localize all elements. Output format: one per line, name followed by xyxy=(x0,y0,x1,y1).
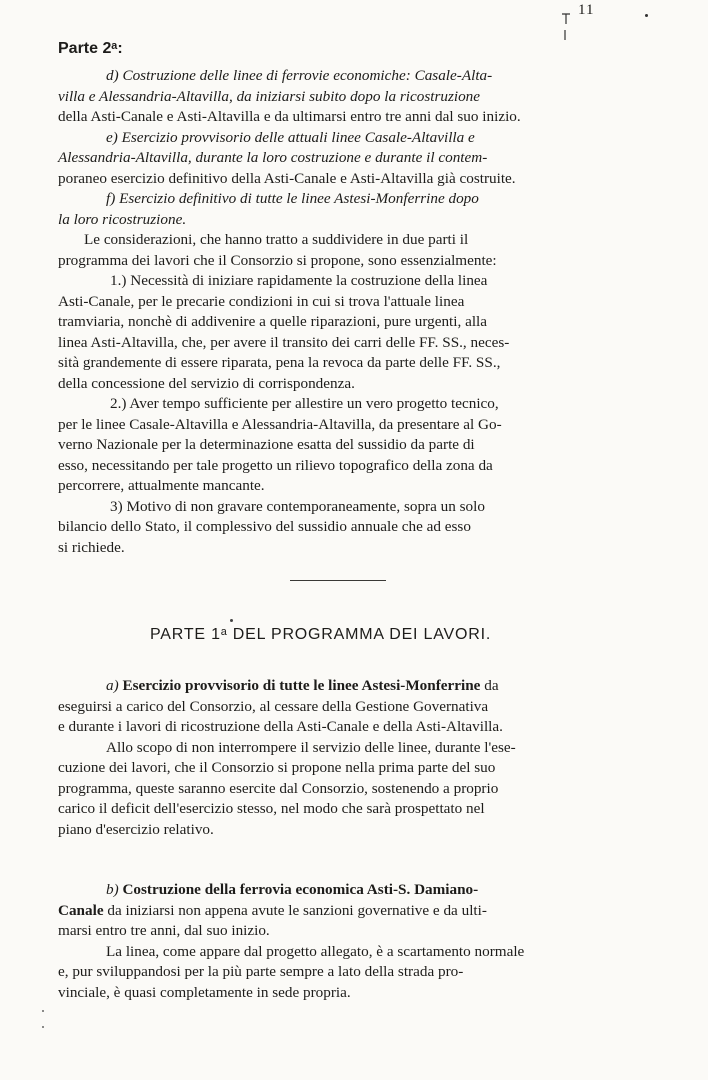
point-2-line: esso, necessitando per tale progetto un rilievo topografico della zona da xyxy=(58,456,493,474)
point-1-line: sità grandemente di essere riparata, pena la revoca da parte delle FF. SS., xyxy=(58,354,501,371)
scope-line: Allo scopo di non interrompere il servizio delle linee, durante l'ese- xyxy=(106,738,516,756)
line-description: La linea, come appare dal progetto allegato, è a scartamento normale xyxy=(106,942,525,960)
pencil-mark xyxy=(561,6,571,42)
scope-line: carico il deficit dell'esercizio stesso, nel modo che sarà prospettato nel xyxy=(58,800,485,817)
line-description: vinciale, è quasi completamente in sede propria. xyxy=(58,983,351,1001)
point-2-line: verno Nazionale per la determinazione esatta del sussidio da parte di xyxy=(58,436,475,453)
point-1-line: 1.) Necessità di iniziare rapidamente la costruzione della linea xyxy=(110,272,488,289)
point-3-line: 3) Motivo di non gravare contemporaneamente, sopra un solo xyxy=(110,497,485,515)
item-a-line: e durante i lavori di ricostruzione della Asti-Canale e della Asti-Altavilla. xyxy=(58,718,503,735)
item-d-line: d) Costruzione delle linee di ferrovie economiche: Casale-Alta- xyxy=(106,67,493,84)
item-b-line: marsi entro tre anni, dal suo inizio. xyxy=(58,922,270,939)
scope-line: cuzione dei lavori, che il Consorzio si propone nella prima parte del suo xyxy=(58,759,496,776)
item-a-line: a) Esercizio provvisorio di tutte le linee Astesi-Monferrine da xyxy=(106,677,499,694)
point-2-line: percorrere, attualmente mancante. xyxy=(58,477,265,494)
scope-line: programma, queste saranno esercite dal Consorzio, sostenendo a proprio xyxy=(58,779,499,797)
stray-dot xyxy=(230,619,233,622)
considerations-line: programma dei lavori che il Consorzio si propone, sono essenzialmente: xyxy=(58,251,497,269)
line-description: e, pur sviluppandosi per la più parte sempre a lato della strada pro- xyxy=(58,963,464,980)
point-3-line: si richiede. xyxy=(58,538,125,556)
point-3-line: bilancio dello Stato, il complessivo del sussidio annuale che ad esso xyxy=(58,518,471,535)
item-b-line: Canale da iniziarsi non appena avute le sanzioni governative e da ulti- xyxy=(58,901,487,919)
considerations-line: Le considerazioni, che hanno tratto a suddividere in due parti il xyxy=(84,231,469,248)
part1-item-a xyxy=(58,676,610,840)
item-d-line: della Asti-Canale e Asti-Altavilla e da ultimarsi entro tre anni dal suo inizio. xyxy=(58,108,521,125)
part1-item-b xyxy=(58,880,610,1003)
section-divider xyxy=(290,580,386,581)
item-e-line: Alessandria-Altavilla, durante la loro costruzione e durante il contem- xyxy=(58,149,488,166)
part-heading: Parte 2ᵃ: xyxy=(58,40,123,57)
item-e-line: e) Esercizio provvisorio delle attuali linee Casale-Altavilla e xyxy=(106,128,475,146)
point-2-line: 2.) Aver tempo sufficiente per allestire un vero progetto tecnico, xyxy=(110,395,499,412)
item-a-line: eseguirsi a carico del Consorzio, al cessare della Gestione Governativa xyxy=(58,697,489,715)
item-f-line: f) Esercizio definitivo di tutte le linee Astesi-Monferrine dopo xyxy=(106,190,479,207)
part2-block xyxy=(58,66,610,558)
point-2-line: per le linee Casale-Altavilla e Alessandria-Altavilla, da presentare al Go- xyxy=(58,415,502,433)
point-1-line: linea Asti-Altavilla, che, per avere il transito dei carri delle FF. SS., neces- xyxy=(58,333,510,351)
item-d-line: villa e Alessandria-Altavilla, da iniziarsi subito dopo la ricostruzione xyxy=(58,87,481,105)
point-1-line: Asti-Canale, per le precarie condizioni in cui si trova l'attuale linea xyxy=(58,292,465,310)
item-b-line: b) Costruzione della ferrovia economica Asti-S. Damiano- xyxy=(106,881,479,898)
section-title: PARTE 1ᵃ DEL PROGRAMMA DEI LAVORI. xyxy=(150,626,492,643)
scope-line: piano d'esercizio relativo. xyxy=(58,820,214,838)
item-f-line: la loro ricostruzione. xyxy=(58,210,187,228)
page-number: 11 xyxy=(578,2,595,18)
item-e-line: poraneo esercizio definitivo della Asti-Canale e Asti-Altavilla già costruite. xyxy=(58,169,516,187)
margin-dot xyxy=(42,1010,44,1012)
margin-dot xyxy=(42,1026,44,1028)
stray-dot xyxy=(645,14,648,17)
point-1-line: della concessione del servizio di corrispondenza. xyxy=(58,374,355,392)
point-1-line: tramviaria, nonchè di addivenire a quelle riparazioni, pure urgenti, alla xyxy=(58,313,488,330)
